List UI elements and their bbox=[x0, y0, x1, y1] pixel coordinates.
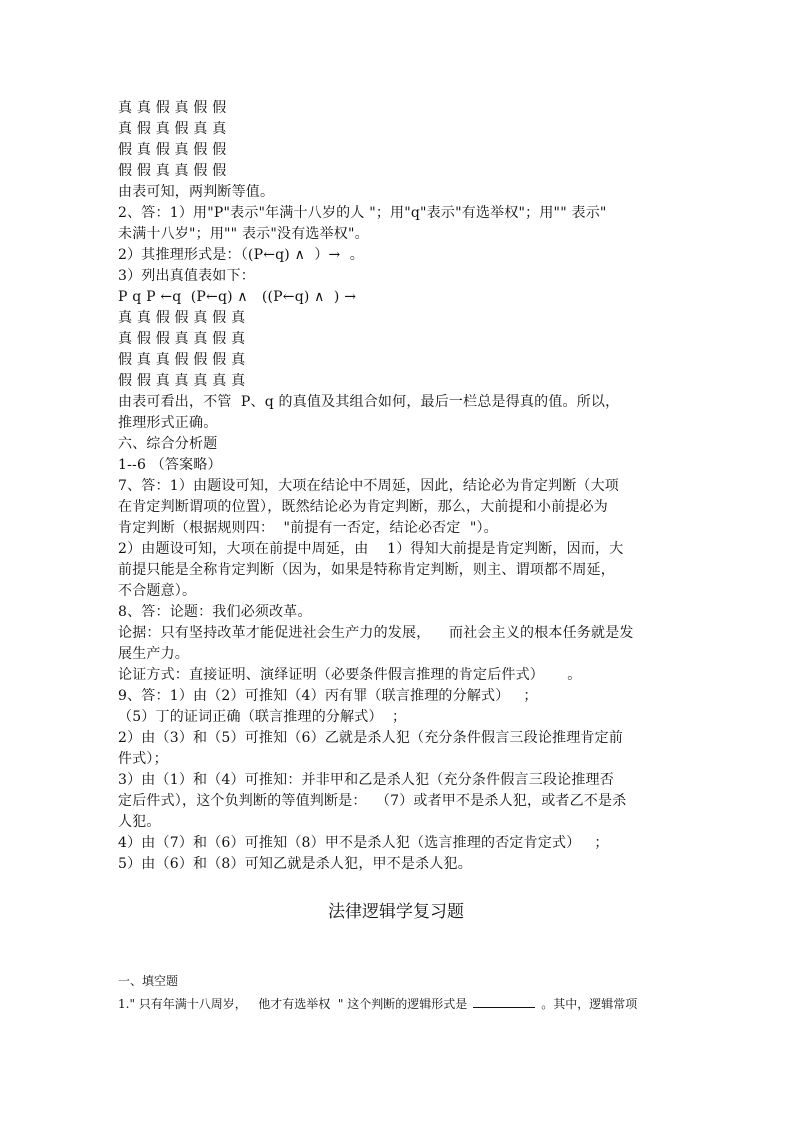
answer-line: 未满十八岁"；用"" 表示"没有选举权"。 bbox=[118, 226, 369, 242]
answer-line: 由表可知，两判断等值。 bbox=[118, 184, 275, 200]
answer-line: 真 真 假 真 假 假 bbox=[118, 100, 227, 116]
answer-line: 5）由（6）和（8）可知乙就是杀人犯，甲不是杀人犯。 bbox=[118, 856, 472, 872]
answer-line: 论证方式：直接证明、演绎证明（必要条件假言推理的肯定后件式） 。 bbox=[118, 667, 582, 683]
answer-line: 人犯。 bbox=[118, 814, 161, 830]
answer-line: 8、答：论题：我们必须改革。 bbox=[118, 604, 312, 620]
question-1-text: 1." 只有年满十八周岁， 他才有选举权 " 这个判断的逻辑形式是 bbox=[118, 997, 468, 1011]
answer-text-block bbox=[118, 98, 678, 875]
answer-line: （5）丁的证词正确（联言推理的分解式） ； bbox=[118, 709, 407, 725]
answer-line: 推理形式正确。 bbox=[118, 415, 218, 431]
answer-line: 3）由（1）和（4）可推知：并非甲和乙是杀人犯（充分条件假言三段论推理否 bbox=[118, 772, 614, 788]
answer-line: 3）列出真值表如下： bbox=[118, 268, 255, 284]
answer-line: 定后件式），这个负判断的等值判断是： （7）或者甲不是杀人犯，或者乙不是杀 bbox=[118, 793, 627, 809]
review-title: 法律逻辑学复习题 bbox=[328, 902, 464, 922]
answer-line: 4）由（7）和（6）可推知（8）甲不是杀人犯（选言推理的否定肯定式） ； bbox=[118, 835, 609, 851]
section-heading-fill-in: 一、填空题 bbox=[118, 974, 179, 988]
answer-line: 假 假 真 真 真 真 真 bbox=[118, 373, 246, 389]
answer-blank bbox=[473, 995, 535, 1008]
answer-line: 不合题意）。 bbox=[118, 583, 197, 599]
answer-line: 由表可看出，不管 P、q 的真值及其组合如何，最后一栏总是得真的值。所以， bbox=[118, 394, 620, 410]
answer-line: 前提只能是全称肯定判断（因为，如果是特称肯定判断，则主、谓项都不周延， bbox=[118, 562, 615, 578]
answer-line: 真 真 假 假 真 假 真 bbox=[118, 310, 246, 326]
answer-line: 1--6 （答案略） bbox=[118, 457, 222, 473]
answer-line: 论据：只有坚持改革才能促进社会生产力的发展， 而社会主义的根本任务就是发 bbox=[118, 625, 634, 641]
answer-line: 肯定判断（根据规则四： "前提有一否定，结论必否定 "）。 bbox=[118, 520, 498, 536]
answer-line: 在肯定判断谓项的位置），既然结论必为肯定判断，那么，大前提和小前提必为 bbox=[118, 499, 608, 515]
answer-line: 假 真 真 假 假 假 真 bbox=[118, 352, 246, 368]
answer-line: 9、答：1）由（2）可推知（4）丙有罪（联言推理的分解式） ； bbox=[118, 688, 538, 704]
answer-line: 六、综合分析题 bbox=[118, 436, 218, 452]
answer-line: 2）由（3）和（5）可推知（6）乙就是杀人犯（充分条件假言三段论推理肯定前 bbox=[118, 730, 624, 746]
answer-line: 2、答：1）用"P"表示"年满十八岁的人 "；用"q"表示"有选举权"；用"" 表示" bbox=[118, 205, 607, 221]
question-1-text-end: 。其中，逻辑常项 bbox=[541, 997, 638, 1011]
answer-line: 2）其推理形式是：（(P←q) ∧ ）→ 。 bbox=[118, 247, 364, 263]
question-1 bbox=[118, 995, 637, 1013]
answer-line: 真 假 真 假 真 真 bbox=[118, 121, 227, 137]
answer-line: 假 假 真 真 假 假 bbox=[118, 163, 227, 179]
answer-line: 真 假 假 真 真 假 真 bbox=[118, 331, 246, 347]
answer-line: 2）由题设可知，大项在前提中周延，由 1）得知大前提是肯定判断，因而，大 bbox=[118, 541, 624, 557]
answer-line: 展生产力。 bbox=[118, 646, 189, 662]
answer-line: 7、答：1）由题设可知，大项在结论中不周延，因此，结论必为肯定判断（大项 bbox=[118, 478, 620, 494]
answer-line: 假 真 假 真 假 假 bbox=[118, 142, 227, 158]
answer-line: P q P ←q (P←q) ∧ ((P←q) ∧ ) → bbox=[118, 289, 357, 305]
answer-line: 件式）； bbox=[118, 751, 168, 767]
